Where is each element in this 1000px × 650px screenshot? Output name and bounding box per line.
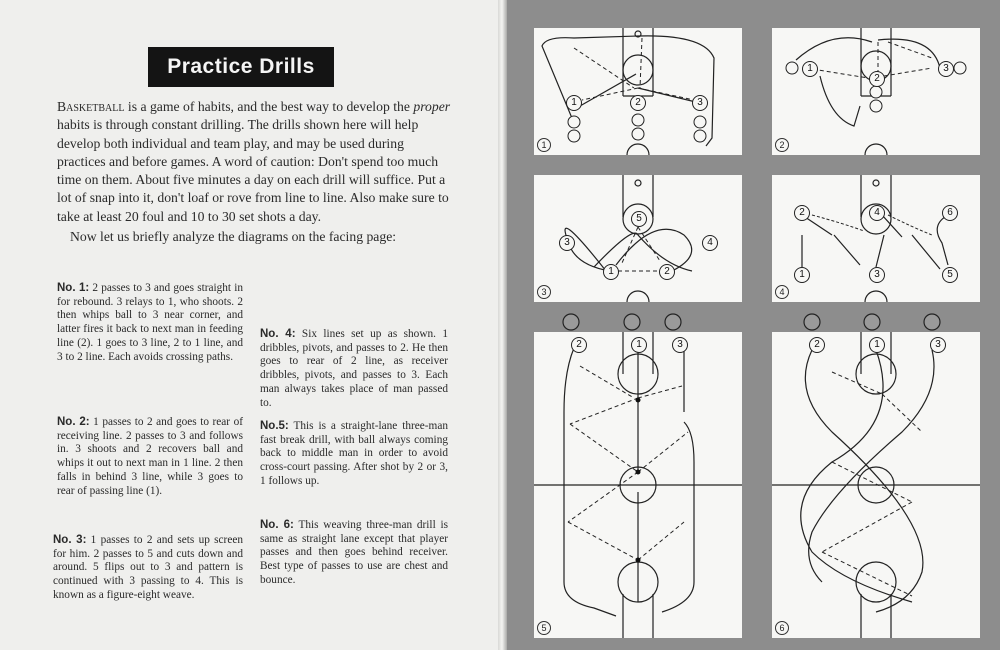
lineup-circles: [507, 308, 1000, 332]
player-marker: 3: [930, 337, 946, 353]
diagram-4: [772, 175, 980, 302]
drill-note-6: [260, 519, 448, 588]
player-marker: 2: [869, 71, 885, 87]
player-marker: 5: [631, 211, 647, 227]
note-text: This is a straight-lane three-man fast break drill, with ball always coming back to middle man in order to avoid cross-court passing. After shot by 2 or 3, 1 follows up.: [260, 420, 448, 487]
drill-note-2: [57, 416, 243, 498]
intro-paragraph-2: Now let us briefly analyze the diagrams on the facing page:: [70, 229, 397, 244]
note-label: No. 6:: [260, 519, 294, 531]
player-marker: 3: [869, 267, 885, 283]
player-marker: 2: [571, 337, 587, 353]
diagram-number: 6: [775, 621, 789, 635]
note-text: This weaving three-man drill is same as straight lane except that player passes and then goes behind receiver. Best type of passes to use are chest and bounce.: [260, 519, 448, 586]
player-marker: 1: [566, 95, 582, 111]
player-marker: 3: [938, 61, 954, 77]
diagram-number: 3: [537, 285, 551, 299]
player-marker: 3: [559, 235, 575, 251]
court-diagram-6: [772, 332, 980, 638]
diagram-1: [534, 28, 742, 155]
drill-note-5: [260, 420, 448, 489]
player-marker: 2: [630, 95, 646, 111]
court-diagram-1: [534, 28, 742, 155]
page-title: Practice Drills: [148, 47, 334, 87]
note-label: No. 4:: [260, 328, 296, 340]
player-marker: 2: [794, 205, 810, 221]
court-diagram-2: [772, 28, 980, 155]
note-label: No. 1:: [57, 282, 90, 294]
drill-note-1: [57, 282, 243, 364]
diagram-number: 5: [537, 621, 551, 635]
intro-text-a: is a game of habits, and the best way to develop the: [124, 99, 414, 114]
intro-emphasis: proper: [413, 99, 451, 114]
player-marker: 1: [869, 337, 885, 353]
intro-paragraph: [57, 98, 452, 226]
intro-lead-word: Basketball: [57, 99, 125, 114]
player-marker: 1: [794, 267, 810, 283]
player-marker: 2: [809, 337, 825, 353]
note-text: Six lines set up as shown. 1 dribbles, pivots, and passes to 2. He then goes to rear of 2 line, as receiver dribbles, pivots, and passes to 3. Each man always takes place of man passed to.: [260, 328, 448, 409]
player-marker: 1: [603, 264, 619, 280]
player-marker: 6: [942, 205, 958, 221]
player-marker: 1: [631, 337, 647, 353]
player-marker: 3: [692, 95, 708, 111]
player-marker: 3: [672, 337, 688, 353]
diagram-2: [772, 28, 980, 155]
diagram-3: [534, 175, 742, 302]
court-diagram-5: [534, 332, 742, 638]
note-label: No. 3:: [53, 534, 87, 546]
player-marker: 4: [869, 205, 885, 221]
drill-note-4: [260, 328, 448, 410]
note-label: No. 2:: [57, 416, 90, 428]
note-text: 2 passes to 3 and goes straight in for rebound. 3 relays to 1, who shoots. 2 then whips ball to 3 near corner, and latter fires it back to next man in feeding line (2). 1 goes to 3 line, 2 to 1 line, and 3 to 2 line. Each avoids crossing paths.: [57, 282, 243, 363]
player-marker: 5: [942, 267, 958, 283]
intro-text-b: habits is through constant drilling. The drills shown here will help develop both individual and team play, and may be used during practices and before games. A word of caution: Don't spend too much time on them. About five minutes a day on each drill will suffice. Put a lot of snap into it, don't loaf or rove from line to line. Also make sure to take at least 20 foul and 10 to 30 set shots a day.: [57, 117, 449, 224]
diagram-number: 1: [537, 138, 551, 152]
diagram-5: [534, 332, 742, 638]
right-page: [507, 0, 1000, 650]
player-marker: 4: [702, 235, 718, 251]
player-marker: 2: [659, 264, 675, 280]
diagram-number: 4: [775, 285, 789, 299]
drill-note-3: [53, 534, 243, 603]
player-marker: 1: [802, 61, 818, 77]
diagram-6: [772, 332, 980, 638]
note-label: No.5:: [260, 420, 289, 432]
diagram-number: 2: [775, 138, 789, 152]
note-text: 1 passes to 2 and sets up screen for him. 2 passes to 5 and cuts down and around. 5 flips out to 3 and pattern is continued with 3 passing to 4. This is known as a figure-eight weave.: [53, 534, 243, 601]
note-text: 1 passes to 2 and goes to rear of receiving line. 2 passes to 3 and follows in. 3 shoots and 2 recovers ball and whips it out to next man in 1 line. 2 then falls in behind 3 line, while 3 goes to rear of passing line (1).: [57, 416, 243, 497]
